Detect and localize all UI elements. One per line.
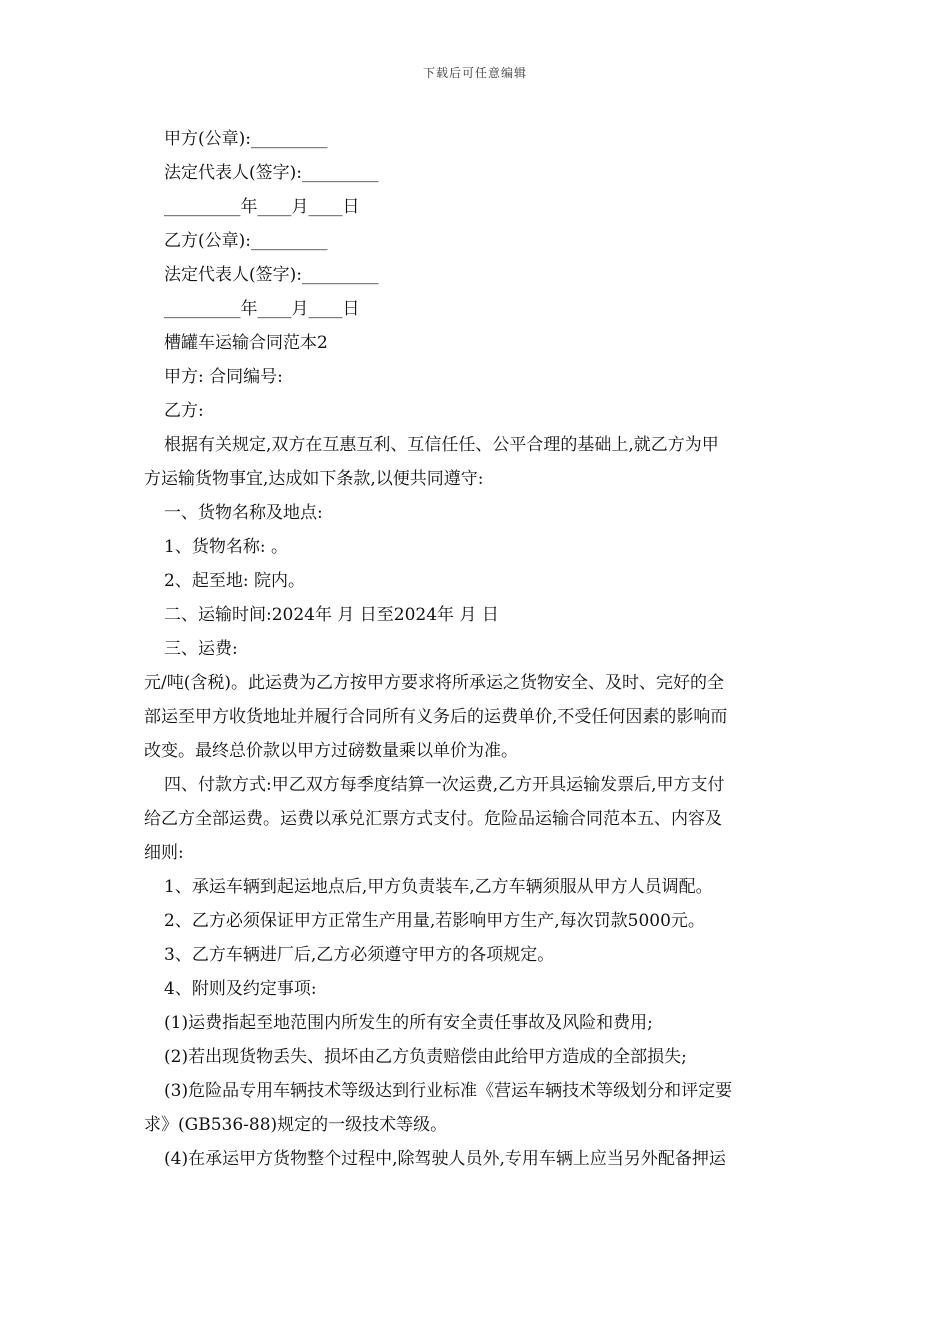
text-line: 槽罐车运输合同范本2 (164, 333, 328, 353)
text-line: 求》(GB536-88)规定的一级技术等级。 (144, 1115, 448, 1135)
text-line: 方运输货物事宜,达成如下条款,以便共同遵守: (144, 469, 484, 489)
text-line: 4、附则及约定事项: (164, 979, 317, 999)
text-line: 改变。最终总价款以甲方过磅数量乘以单价为准。 (144, 741, 518, 761)
text-line: 法定代表人(签字):_________ (164, 163, 379, 183)
page-header-note: 下载后可任意编辑 (422, 66, 527, 80)
text-line: 四、付款方式:甲乙双方每季度结算一次运费,乙方开具运输发票后,甲方支付 (164, 775, 725, 795)
text-line: (2)若出现货物丢失、损坏由乙方负责赔偿由此给甲方造成的全部损失; (164, 1047, 687, 1067)
text-line: 1、货物名称: 。 (164, 537, 288, 557)
text-line: 三、运费: (164, 639, 238, 659)
text-line: 法定代表人(签字):_________ (164, 265, 379, 285)
text-line: 给乙方全部运费。运费以承兑汇票方式支付。危险品运输合同范本五、内容及 (144, 809, 722, 829)
text-line: 2、乙方必须保证甲方正常生产用量,若影响甲方生产,每次罚款5000元。 (164, 911, 705, 931)
text-line: (1)运费指起至地范围内所发生的所有安全责任事故及风险和费用; (164, 1013, 653, 1033)
text-line: _________年____月____日 (164, 197, 360, 217)
text-line: 乙方(公章):_________ (164, 231, 328, 251)
text-line: 乙方: (164, 401, 204, 421)
text-line: (4)在承运甲方货物整个过程中,除驾驶人员外,专用车辆上应当另外配备押运 (164, 1149, 726, 1169)
document-body (144, 122, 808, 1176)
text-line: _________年____月____日 (164, 299, 360, 319)
text-line: 1、承运车辆到起运地点后,甲方负责装车,乙方车辆须服从甲方人员调配。 (164, 877, 713, 897)
text-line: (3)危险品专用车辆技术等级达到行业标准《营运车辆技术等级划分和评定要 (164, 1081, 733, 1101)
text-line: 部运至甲方收货地址并履行合同所有义务后的运费单价,不受任何因素的影响而 (144, 707, 728, 727)
text-line: 3、乙方车辆进厂后,乙方必须遵守甲方的各项规定。 (164, 945, 555, 965)
text-line: 二、运输时间:2024年 月 日至2024年 月 日 (164, 605, 499, 625)
text-line: 甲方: 合同编号: (164, 367, 283, 387)
text-line: 甲方(公章):_________ (164, 129, 328, 149)
text-line: 细则: (144, 843, 184, 863)
text-line: 元/吨(含税)。此运费为乙方按甲方要求将所承运之货物安全、及时、完好的全 (144, 673, 724, 693)
text-line: 根据有关规定,双方在互惠互利、互信任任、公平合理的基础上,就乙方为甲 (164, 435, 719, 455)
text-line: 一、货物名称及地点: (164, 503, 323, 523)
text-line: 2、起至地: 院内。 (164, 571, 305, 591)
